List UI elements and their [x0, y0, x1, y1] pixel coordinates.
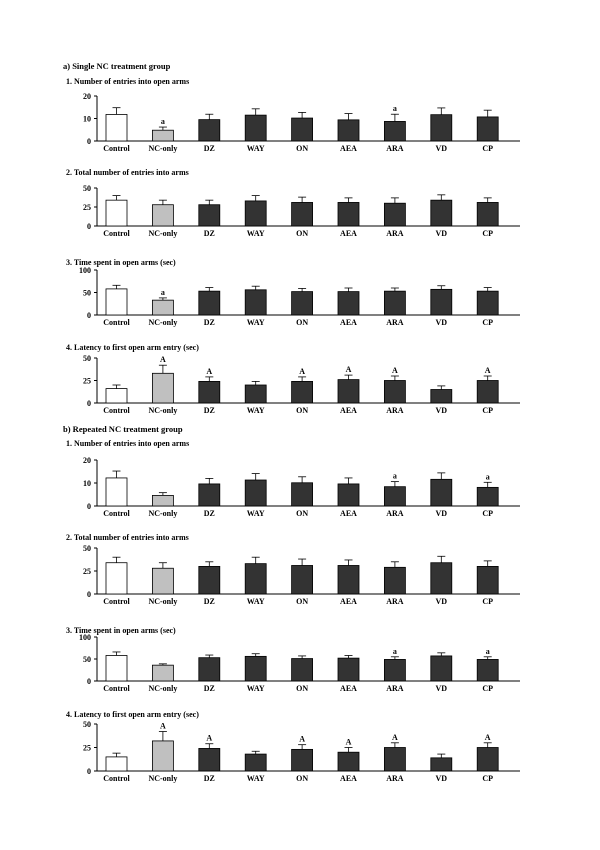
x-tick-label: AEA — [340, 684, 357, 693]
significance-label: A — [206, 733, 213, 743]
bar-aea — [338, 202, 359, 226]
bar-control — [106, 563, 127, 594]
y-tick-label: 50 — [83, 720, 91, 729]
bar-way — [245, 564, 266, 594]
bar-aea — [338, 484, 359, 506]
bar-dz — [199, 484, 220, 506]
bar-cp — [477, 748, 498, 772]
y-tick-label: 0 — [87, 590, 91, 599]
bar-control — [106, 114, 127, 141]
y-tick-label: 25 — [83, 203, 91, 212]
bar-vd — [431, 758, 452, 771]
y-tick-label: 0 — [87, 222, 91, 231]
bar-control — [106, 289, 127, 315]
chart-title: 4. Latency to first open arm entry (sec) — [66, 710, 199, 719]
x-tick-label: VD — [435, 318, 448, 327]
x-tick-label: VD — [435, 229, 448, 238]
y-tick-label: 0 — [87, 137, 91, 146]
significance-label: a — [392, 646, 397, 656]
bar-vd — [431, 200, 452, 226]
bar-dz — [199, 205, 220, 226]
x-tick-label: AEA — [340, 144, 357, 153]
bar-dz — [199, 658, 220, 681]
x-tick-label: VD — [435, 597, 448, 606]
x-tick-label: AEA — [340, 597, 357, 606]
significance-label: A — [160, 355, 166, 365]
y-tick-label: 25 — [83, 376, 91, 386]
bar-cp — [477, 202, 498, 226]
y-tick-label: 0 — [87, 311, 91, 320]
bar-dz — [199, 381, 220, 403]
x-tick-label: DZ — [203, 144, 215, 153]
bar-cp — [477, 487, 498, 506]
bar-ara — [384, 659, 405, 681]
chart-title: 4. Latency to first open arm entry (sec) — [66, 343, 199, 352]
y-tick-label: 50 — [83, 184, 91, 193]
chart-5 — [66, 439, 520, 518]
bar-ara — [384, 748, 405, 772]
bar-ara — [384, 121, 405, 141]
bar-aea — [338, 565, 359, 594]
bar-vd — [431, 289, 452, 315]
bar-vd — [431, 656, 452, 681]
x-tick-label: CP — [482, 774, 494, 783]
x-tick-label: ARA — [386, 229, 404, 238]
y-tick-label: 0 — [87, 767, 91, 776]
chart-title: 3. Time spent in open arms (sec) — [66, 258, 176, 267]
x-tick-label: WAY — [246, 144, 265, 153]
bar-cp — [477, 381, 498, 404]
chart-title: 3. Time spent in open arms (sec) — [66, 626, 176, 635]
x-tick-label: VD — [435, 774, 448, 783]
bar-nc-only — [152, 130, 173, 141]
significance-label: a — [160, 287, 165, 297]
bar-ara — [384, 203, 405, 226]
significance-label: A — [484, 732, 491, 742]
x-tick-label: NC-only — [148, 509, 178, 518]
x-tick-label: NC-only — [148, 229, 178, 238]
bar-aea — [338, 752, 359, 771]
x-tick-label: VD — [435, 684, 448, 693]
x-tick-label: ON — [296, 406, 309, 415]
bar-ara — [384, 291, 405, 315]
x-tick-label: ARA — [386, 318, 404, 327]
y-tick-label: 100 — [79, 633, 91, 642]
x-tick-label: NC-only — [148, 597, 178, 606]
bar-on — [292, 118, 313, 141]
x-tick-label: AEA — [340, 406, 357, 415]
x-tick-label: WAY — [246, 229, 265, 238]
x-tick-label: VD — [435, 144, 448, 153]
bar-on — [292, 381, 313, 403]
x-tick-label: WAY — [246, 774, 265, 783]
significance-label: A — [484, 366, 491, 375]
bar-ara — [384, 381, 405, 404]
bar-way — [245, 201, 266, 226]
significance-label: a — [160, 117, 165, 127]
chart-6 — [66, 533, 520, 606]
x-tick-label: CP — [482, 144, 494, 153]
x-tick-label: DZ — [203, 597, 215, 606]
x-tick-label: ON — [296, 774, 309, 783]
x-tick-label: CP — [482, 597, 494, 606]
x-tick-label: AEA — [340, 509, 357, 518]
bar-aea — [338, 120, 359, 141]
bar-control — [106, 200, 127, 226]
bar-ara — [384, 567, 405, 594]
chart-title: 2. Total number of entries into arms — [66, 533, 189, 542]
significance-label: A — [299, 734, 305, 744]
x-tick-label: ON — [296, 509, 309, 518]
x-tick-label: Control — [103, 229, 130, 238]
bar-nc-only — [152, 665, 173, 681]
chart-title: 1. Number of entries into open arms — [66, 439, 190, 448]
chart-3 — [66, 258, 520, 327]
bar-vd — [431, 563, 452, 594]
y-tick-label: 0 — [87, 677, 91, 686]
group-b-title: b) Repeated NC treatment group — [63, 424, 183, 434]
x-tick-label: CP — [482, 318, 494, 327]
significance-label: A — [392, 732, 398, 742]
significance-label: A — [392, 366, 398, 375]
bar-cp — [477, 291, 498, 315]
bar-nc-only — [152, 568, 173, 594]
x-tick-label: ARA — [386, 144, 404, 153]
y-tick-label: 10 — [83, 479, 91, 488]
x-tick-label: ARA — [386, 597, 404, 606]
bar-way — [245, 115, 266, 141]
bar-aea — [338, 380, 359, 403]
y-tick-label: 50 — [83, 288, 91, 298]
significance-label: A — [299, 366, 305, 376]
x-tick-label: Control — [103, 509, 130, 518]
bar-dz — [199, 120, 220, 141]
y-tick-label: 100 — [79, 266, 91, 275]
y-tick-label: 20 — [83, 456, 91, 465]
bar-nc-only — [152, 300, 173, 315]
y-tick-label: 10 — [83, 114, 91, 124]
bar-nc-only — [152, 373, 173, 403]
x-tick-label: DZ — [203, 406, 215, 415]
bar-dz — [199, 748, 220, 771]
bar-way — [245, 754, 266, 771]
x-tick-label: WAY — [246, 509, 265, 518]
bar-ara — [384, 487, 405, 506]
significance-label: a — [392, 471, 397, 481]
bar-way — [245, 480, 266, 506]
x-tick-label: Control — [103, 318, 130, 327]
x-tick-label: Control — [103, 144, 130, 153]
bar-on — [292, 483, 313, 506]
bar-nc-only — [152, 495, 173, 506]
bar-on — [292, 659, 313, 681]
x-tick-label: VD — [435, 509, 448, 518]
chart-1 — [66, 77, 520, 153]
bar-on — [292, 202, 313, 226]
significance-label: A — [345, 365, 352, 375]
significance-label: A — [206, 366, 213, 376]
y-tick-label: 50 — [83, 655, 91, 664]
bar-on — [292, 565, 313, 594]
x-tick-label: CP — [482, 509, 494, 518]
x-tick-label: Control — [103, 774, 130, 783]
significance-label: a — [485, 472, 490, 482]
x-tick-label: NC-only — [148, 318, 178, 327]
x-tick-label: AEA — [340, 774, 357, 783]
x-tick-label: NC-only — [148, 144, 178, 153]
significance-label: a — [392, 104, 397, 114]
x-tick-label: NC-only — [148, 684, 178, 693]
x-tick-label: ARA — [386, 684, 404, 693]
x-tick-label: ARA — [386, 509, 404, 518]
bar-vd — [431, 479, 452, 506]
x-tick-label: WAY — [246, 597, 265, 606]
y-tick-label: 0 — [87, 502, 91, 511]
x-tick-label: DZ — [203, 774, 215, 783]
x-tick-label: ARA — [386, 406, 404, 415]
bar-dz — [199, 566, 220, 594]
y-tick-label: 50 — [83, 354, 91, 363]
bar-cp — [477, 659, 498, 681]
y-tick-label: 0 — [87, 399, 91, 408]
bar-nc-only — [152, 741, 173, 771]
x-tick-label: ON — [296, 684, 309, 693]
x-tick-label: CP — [482, 406, 494, 415]
bar-control — [106, 655, 127, 681]
bar-way — [245, 290, 266, 315]
chart-title: 2. Total number of entries into arms — [66, 168, 189, 177]
x-tick-label: NC-only — [148, 774, 178, 783]
bar-control — [106, 389, 127, 403]
x-tick-label: ON — [296, 144, 309, 153]
bar-control — [106, 478, 127, 506]
bar-on — [292, 749, 313, 771]
x-tick-label: DZ — [203, 229, 215, 238]
x-tick-label: ON — [296, 229, 309, 238]
y-tick-label: 25 — [83, 567, 91, 576]
bar-dz — [199, 291, 220, 315]
x-tick-label: AEA — [340, 229, 357, 238]
chart-4 — [66, 343, 520, 415]
bar-nc-only — [152, 205, 173, 226]
x-tick-label: ARA — [386, 774, 404, 783]
significance-label: A — [345, 737, 352, 747]
x-tick-label: ON — [296, 318, 309, 327]
x-tick-label: WAY — [246, 684, 265, 693]
bar-on — [292, 292, 313, 315]
bar-cp — [477, 117, 498, 141]
bar-vd — [431, 390, 452, 404]
y-tick-label: 20 — [83, 92, 91, 101]
x-tick-label: Control — [103, 406, 130, 415]
significance-label: A — [160, 721, 166, 731]
x-tick-label: DZ — [203, 509, 215, 518]
x-tick-label: WAY — [246, 406, 265, 415]
x-tick-label: VD — [435, 406, 448, 415]
x-tick-label: DZ — [203, 684, 215, 693]
chart-7 — [66, 626, 520, 693]
x-tick-label: Control — [103, 597, 130, 606]
bar-aea — [338, 292, 359, 315]
bar-cp — [477, 566, 498, 594]
x-tick-label: NC-only — [148, 406, 178, 415]
bar-way — [245, 656, 266, 681]
y-tick-label: 50 — [83, 544, 91, 553]
chart-title: 1. Number of entries into open arms — [66, 77, 190, 86]
y-tick-label: 25 — [83, 743, 91, 753]
significance-label: a — [485, 646, 490, 656]
bar-way — [245, 385, 266, 403]
bar-control — [106, 757, 127, 771]
x-tick-label: Control — [103, 684, 130, 693]
x-tick-label: DZ — [203, 318, 215, 327]
bar-vd — [431, 115, 452, 141]
group-a-title: a) Single NC treatment group — [63, 61, 171, 71]
chart-8 — [66, 710, 520, 783]
x-tick-label: CP — [482, 684, 494, 693]
x-tick-label: ON — [296, 597, 309, 606]
x-tick-label: CP — [482, 229, 494, 238]
x-tick-label: AEA — [340, 318, 357, 327]
x-tick-label: WAY — [246, 318, 265, 327]
chart-2 — [66, 168, 520, 238]
bar-aea — [338, 658, 359, 681]
